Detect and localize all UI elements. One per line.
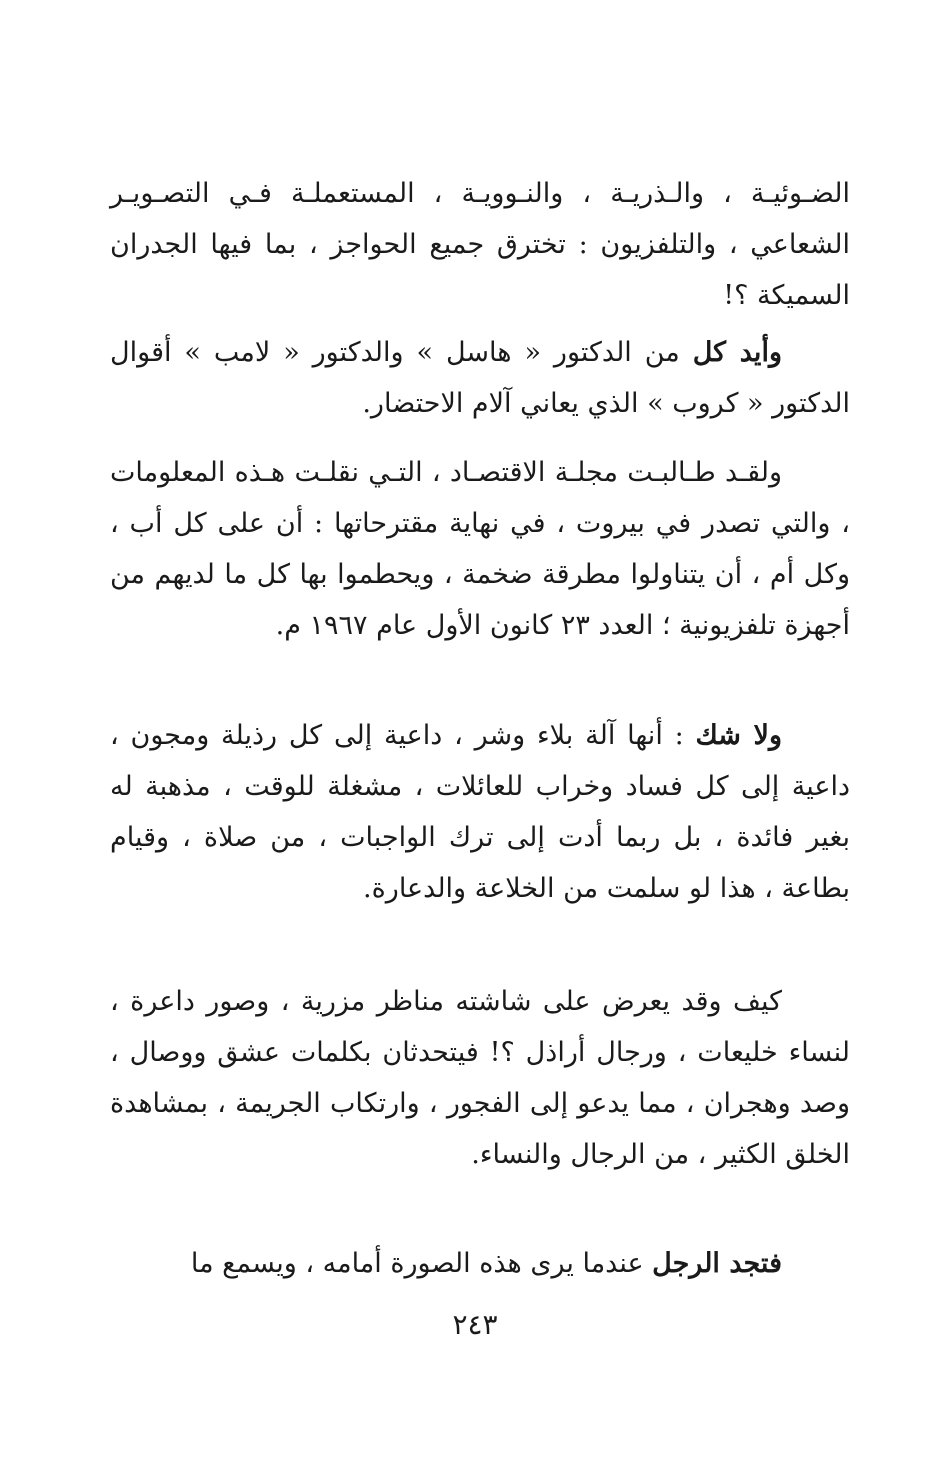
paragraph-1 [110,168,850,321]
paragraph-2-text: من الدكتور « هاسل » والدكتور « لامب » أقوال الدكتور « كروب » الذي يعاني آلام الاحتضار. [110,337,850,419]
paragraph-2 [110,327,850,429]
paragraph-4 [110,710,850,914]
paragraph-3 [110,447,850,651]
paragraph-6-lead: فتجد الرجل [652,1248,782,1279]
paragraph-2-lead: وأيد كل [692,337,782,368]
paragraph-4-text: : أنها آلة بلاء وشر ، داعية إلى كل رذيلة ومجون ، داعية إلى كل فساد وخراب للعائلات ، مشغلة للوقت ، مذهبة له بغير فائدة ، بل ربما أدت إلى ترك الواجبات ، من صلاة ، وقيام بطاعة ، هذا لو سلمت من الخلاعة والدعارة. [110,720,850,904]
paragraph-5 [110,976,850,1180]
paragraph-5-text: كيف وقد يعرض على شاشته مناظر مزرية ، وصور داعرة ، لنساء خليعات ، ورجال أراذل ؟! فيتحدثان بكلمات عشق ووصال ، وصد وهجران ، مما يدعو إلى الفجور ، وارتكاب الجريمة ، بمشاهدة الخلق الكثير ، من الرجال والنساء. [110,986,850,1170]
page-number: ٢٤٣ [452,1308,498,1341]
paragraph-4-lead: ولا شك [695,720,782,751]
paragraph-1-text: الضـوئيـة ، والـذريـة ، والنـوويـة ، المستعملـة فـي التصـويـر الشعاعي ، والتلفزيون : تخترق جميع الحواجز ، بما فيها الجدران السميكة ؟! [110,178,850,311]
paragraph-3-text: ولقـد طـالبـت مجلـة الاقتصـاد ، التـي نقلـت هـذه المعلومات ، والتي تصدر في بيروت ، في نهاية مقترحاتها : أن على كل أب ، وكل أم ، أن يتناولوا مطرقة ضخمة ، ويحطموا بها كل ما لديهم من أجهزة تلفزيونية ؛ العدد ٢٣ كانون الأول عام ١٩٦٧ م. [110,457,850,641]
paragraph-6-text: عندما يرى هذه الصورة أمامه ، ويسمع ما [190,1248,653,1279]
paragraph-6 [110,1238,850,1289]
